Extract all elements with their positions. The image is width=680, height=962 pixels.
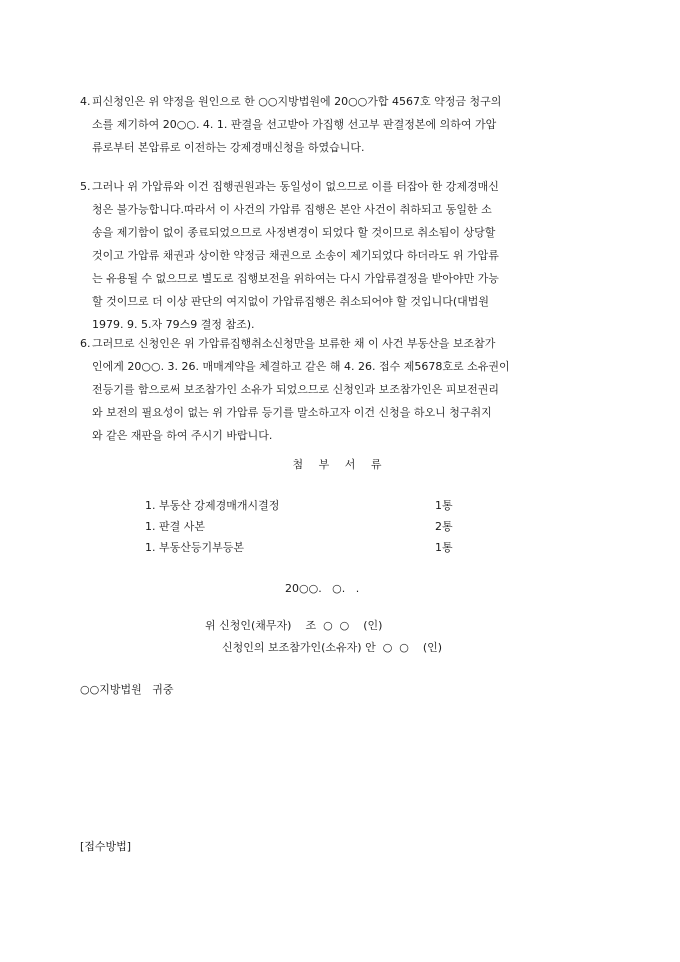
paragraph-5 [80, 175, 555, 336]
attachment-count: 2통 [435, 520, 453, 533]
paragraph-4 [80, 90, 555, 159]
applicant-signature: 위 신청인(채무자) 조 ○ ○ (인) [205, 619, 383, 632]
paragraph-number: 5. [80, 180, 91, 193]
attachment-label: 1. 부동산등기부등본 [145, 541, 244, 554]
paragraph-line: 청은 불가능합니다.따라서 이 사건의 가압류 집행은 본안 사건이 취하되고 동일한 소 [92, 203, 492, 216]
paragraph-line: 1979. 9. 5.자 79스9 결정 참조). [92, 318, 255, 331]
reception-method-heading: [접수방법] [80, 840, 132, 853]
paragraph-line: 그러나 위 가압류와 이건 집행권원과는 동일성이 없으므로 이를 터잡아 한 강제경매신 [92, 180, 499, 193]
court-addressee: ○○지방법원 귀중 [80, 683, 174, 696]
paragraph-number: 4. [80, 95, 91, 108]
attachment-label: 1. 부동산 강제경매개시결정 [145, 499, 280, 512]
paragraph-line: 류로부터 본압류로 이전하는 강제경매신청을 하였습니다. [92, 141, 365, 154]
paragraph-line: 는 유용될 수 없으므로 별도로 집행보전을 위하여는 다시 가압류결정을 받아야만 가능 [92, 272, 499, 285]
paragraph-number: 6. [80, 337, 91, 350]
paragraph-line: 전등기를 함으로써 보조참가인 소유가 되었으므로 신청인과 보조참가인은 피보전권리 [92, 383, 500, 396]
paragraph-line: 그러므로 신청인은 위 가압류집행취소신청만을 보류한 채 이 사건 부동산을 보조참가 [92, 337, 496, 350]
paragraph-line: 와 보전의 필요성이 없는 위 가압류 등기를 말소하고자 이건 신청을 하오니 청구취지 [92, 406, 492, 419]
attachments-title: 첨 부 서 류 [292, 458, 388, 471]
intervenor-signature: 신청인의 보조참가인(소유자) 안 ○ ○ (인) [222, 641, 443, 654]
paragraph-line: 것이고 가압류 채권과 상이한 약정금 채권으로 소송이 제기되었다 하더라도 위 가압류 [92, 249, 499, 262]
paragraph-line: 와 같은 재판을 하여 주시기 바랍니다. [92, 429, 273, 442]
attachment-label: 1. 판결 사본 [145, 520, 205, 533]
attachment-count: 1통 [435, 541, 453, 554]
paragraph-line: 피신청인은 위 약정을 원인으로 한 ○○지방법원에 20○○가합 4567호 약정금 청구의 [92, 95, 502, 108]
paragraph-line: 인에게 20○○. 3. 26. 매매계약을 체결하고 같은 해 4. 26. 접수 제5678호로 소유권이 [92, 360, 510, 373]
paragraph-6 [80, 332, 555, 447]
paragraph-line: 할 것이므로 더 이상 판단의 여지없이 가압류집행은 취소되어야 할 것입니다(대법원 [92, 295, 490, 308]
paragraph-line: 소를 제기하여 20○○. 4. 1. 판결을 선고받아 가집행 선고부 판결정본에 의하여 가압 [92, 118, 497, 131]
paragraph-line: 송을 제기함이 없이 종료되었으므로 사정변경이 되었다 할 것이므로 취소됨이 상당할 [92, 226, 496, 239]
document-date: 20○○. ○. . [285, 582, 360, 595]
attachment-count: 1통 [435, 499, 453, 512]
